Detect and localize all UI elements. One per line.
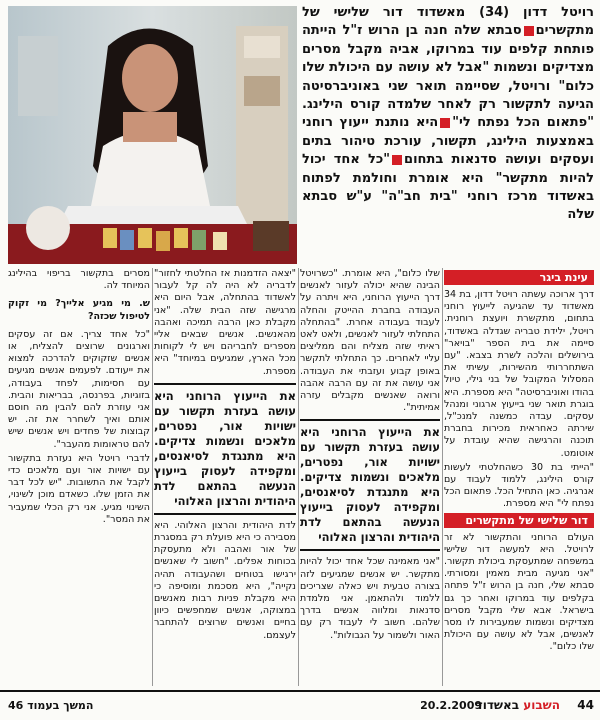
body-paragraph: "כל אחד צריך. אם זה עסקים וארגונים שרוצים להצליח, או אנשים שזקוקים להדרכה למצוא את ייעודם. לפעמים אנשים מגיעים עם חסימות, לפחד בעבודה, בזוגיות, בפרנסה, בבריאות והבית. אני עוזרת להם להבין מה חוסם אותם ואיך לשחרר את זה. יש קבוצות של פחדים ויש אנשים שיש להם טראומות מהעבר".	[8, 328, 150, 450]
column-divider	[442, 268, 443, 686]
section-heading: דור שלישי של מתקשרים	[444, 513, 594, 528]
body-paragraph: "הייתי בת 30 כשהחלטתי לעשות קורס הילינג, ללמוד לעבוד עם אנרגיה. כאן התחיל הכל. פתאום הכל נפתח לי" היא מספרת.	[444, 461, 594, 510]
body-paragraph: שלו כלום", היא אומרת. "כשרויטל הבינה שהיא יכולה לעזור לאנשים דרך הייעוץ הרוחני, היא ויתרה על העבודה בחברת ההייטק והחלה לעבוד בעבודה אחרת. "בהתחלה התחלתי לעזור לאנשים, ולאט לאט ראיתי שזה מצליח והם ממליצים עליי לאחרים. כך התחלתי לתקשר באופן קבוע ועזבתי את העבודה. אני עושה את זה עם הרבה אהבה ורואה שאנשים מקבלים עזרה אמיתית".	[300, 268, 440, 414]
column-divider	[152, 268, 153, 686]
body-paragraph: "יצאה הזדמנות אז החלטתי לחזור" לדבריה לא היה לה קל לעבור לאשדוד בהתחלה, אבל היום היא מרגישה שזה הבית שלה. "אני מקבלת כאן הרבה תמיכה ואהבה מהאנשים. אנשים שבאים אליי מספרים לחבריהם ויש לי לקוחות מכל הארץ, שמגיעים במיוחד" היא מספרת.	[154, 268, 296, 377]
lead-paragraph	[302, 4, 594, 262]
body-paragraph: דרך ארוכה עשתה רויטל דדון, בת 34 מאשדוד עד שהגיעה לייעוץ רוחני בתחום, מתקשרת ויועצת רוחנית. רויטל, ילידת טבריה שגדלה באשדוד, סיימה את בית הספר "בויאר" בירושלים והלכה לשרת בצבא. "עם השתחררותי מהשירות, עשיתי את המסלול המקובל של בני גילי, טיול בהודו ואוניברסיטה" היא מספרת. היא בוגרת תואר שני בייעוץ ארגוני ומנהל עסקים. עבדה כמשנה למנכ"ל, שירתה כאחראית מכירות בחברת תוכנה והרגישה שהיא עובדת על אוטומט.	[444, 289, 594, 459]
lead-intro: רויטל דדון (34) מאשדוד דור שלישי של מתקשרים	[302, 5, 594, 39]
pull-quote: את הייעוץ הרוחני היא עושה בעזרת תקשור עם ישויות אור, נפטרים, מלאכים ונשמות צדיקים. היא מתנגדת לסיאנסים, ומקפידה לעסוק בייעוץ הנעשה בהתאם לדת היהודית והרצון האלוהי	[300, 419, 440, 551]
body-paragraph: לדברי רויטל היא נעזרת בתקשור עם ישויות אור ועם מלאכים כדי לקבל את התשובות. "יש לכל דבר את הזמן שלו. כשאדם מוכן לשינוי, השינוי מגיע. אני רק הכלי שמעביר את המסר".	[8, 452, 150, 525]
article-column-4	[8, 268, 150, 668]
body-paragraph: לדת היהודית והרצון האלוהי. היא מסבירה כי היא פועלת רק במסגרת של אור ואהבה ולא מתעסקת בכוחות אפלים. "חשוב לי שאנשים ירגישו בטוחים ושהעבודה תהיה נקייה", היא מסכמת ומוסיפה כי היא מקבלת פניות רבות מאנשים במצוקה, אנשים שמחפשים כיוון בחיים ואנשים שרוצים להתחבר לעצמם.	[154, 519, 296, 641]
body-paragraph: העולם הרוחני והתקשור לא זר לרויטל. היא למעשה דור שלישי במשפחה שמתעסקת ביכולת תקשור. "אני מגיעה מבית מאמין ומסורתי. סבתא שלי, חנה בן הרוש ז"ל פתחה בקלפים עוד במרוקו ואחר כך גם בישראל. אבא שלי מקבל מסרים מצדיקים ונשמות שמעבירות לו מסר לאנשים, אבל לא עושה עם היכולת שלו כלום".	[444, 531, 594, 653]
red-square-icon	[440, 118, 450, 128]
author-byline: עינת ביגר	[444, 270, 594, 285]
body-paragraph: "אני מאמינה שכל אחד יכול להיות מתקשר. יש אנשים שמגיעים לזה בצורה טבעית ויש כאלה שצריכים ללמוד ולהתאמן. אני מלמדת סדנאות ומלווה אנשים בדרך שלהם. חשוב לי לעבוד רק עם האור ולשמור על הגבולות".	[300, 556, 440, 641]
column-divider	[298, 268, 299, 686]
article-column-1	[444, 268, 594, 668]
page-footer	[0, 690, 600, 720]
article-column-2	[300, 268, 440, 668]
page-number: 44	[577, 698, 594, 712]
lead-services: היא נותנת ייעוץ רוחני באמצעות הילינג, תקשור, עורכת טיהור בתים ועסקים ועושה סדנאות בתחום	[302, 115, 594, 168]
red-square-icon	[524, 26, 534, 36]
continued-notice: המשך בעמוד 46	[8, 699, 94, 712]
pull-quote: את הייעוץ הרוחני היא עושה בעזרת תקשור עם ישויות אור, נפטרים, מלאכים ונשמות צדיקים. היא מתנגדת לסיאנסים, ומקפידה לעסוק בייעוץ הנעשה בהתאם לדת היהודית והרצון האלוהי	[154, 383, 296, 515]
interview-question: ש. מי מגיע אלייך? מי זקוק לטיפול שכזה?	[8, 298, 150, 322]
lead-family: סבתא שלה חנה בן הרוש ז"ל הייתה פותחת קלפים עוד במרוקו, אביה מקבל מסרים מצדיקים ונשמות "אבל לא עושה עם היכולת שלו כלום" ורויטל, שסיימה תואר שני באוניברסיטה הגיעה לתקשור רק לאחר שלמדה קורס הילינג. "פתאום הכל נפתח לי"	[302, 23, 594, 131]
publication-name: השבוע באשדוד	[475, 698, 560, 712]
portrait-photo	[8, 6, 297, 264]
red-square-icon	[392, 155, 402, 165]
lead-quote: "כל אחד יכול להיות מתקשר" היא אומרת וחולמת לפתוח באשדוד מרכז רוחני "בית חב"ה" ע"ש סבתא שלה	[302, 152, 594, 223]
article-column-3	[154, 268, 296, 668]
issue-date: 20.2.2009	[420, 699, 482, 712]
body-paragraph: מסרים בתקשור בריפוי בהילינג המיוחד לה.	[8, 268, 150, 292]
